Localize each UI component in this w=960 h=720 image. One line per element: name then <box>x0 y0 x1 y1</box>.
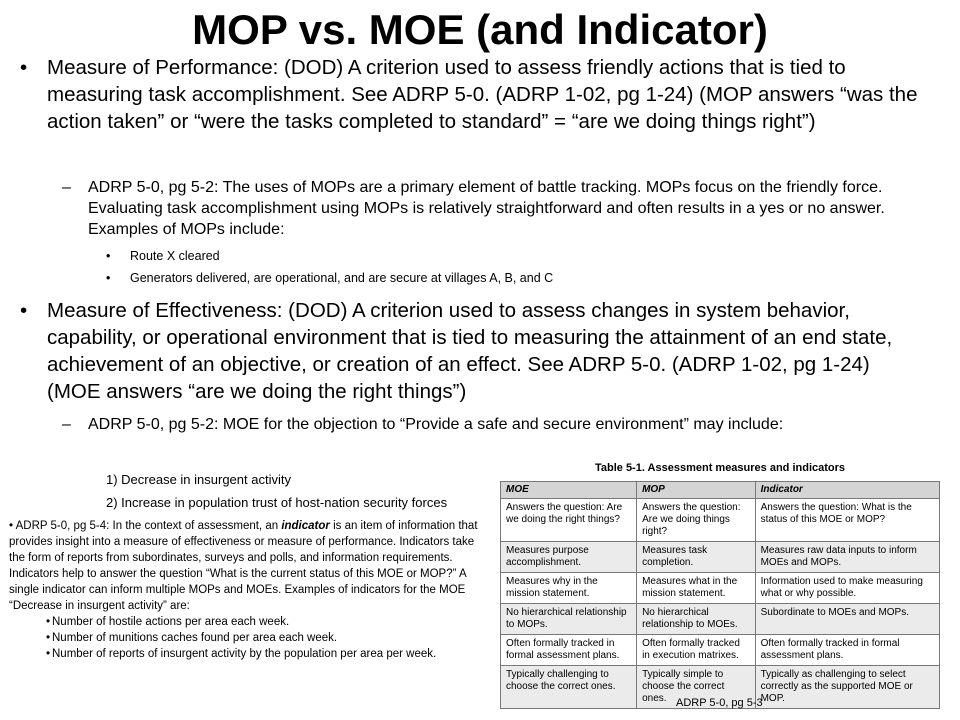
column-header-mop: MOP <box>637 482 756 499</box>
indicator-term: indicator <box>281 520 330 532</box>
mop-example-item <box>106 270 806 286</box>
table-cell: No hierarchical relationship to MOPs. <box>501 604 637 635</box>
table-cell: Measures purpose accomplishment. <box>501 542 637 573</box>
table-row <box>501 542 940 573</box>
indicator-lead: ADRP 5-0, pg 5-4: In the context of assessment, an <box>15 520 282 532</box>
table-title: Table 5-1. Assessment measures and indicators <box>594 462 846 474</box>
indicator-rest: is an item of information that provides insight into a measure of effectiveness or measure of performance. Indicators take the form of reports from subordinates, surveys and polls, and information requirements. Indicators help to answer the question “What is the current status of this MOE or MOP?” A single indicator can inform multiple MOPs and MOEs. Examples of indicators for the MOE “Decrease in insurgent activity” are: <box>9 520 478 612</box>
bullet-marker: • <box>106 249 111 263</box>
table-row <box>501 499 940 542</box>
sub-bullet-mop-uses <box>62 177 942 240</box>
sub-bullet-moe-example <box>62 414 942 435</box>
indicator-note <box>9 518 489 662</box>
bullet-text: Measure of Effectiveness: (DOD) A criterion used to assess changes in system behavior, capability, or operational environment that is tied to measuring the attainment of an end state, achievement of an objective, or creation of an effect. See ADRP 5-0. (ADRP 1-02, pg 1-24) (MOE answers “are we doing the right things”) <box>47 299 893 403</box>
table-cell: No hierarchical relationship to MOEs. <box>637 604 756 635</box>
indicator-example-text: Number of munitions caches found per area each week. <box>52 632 338 644</box>
table-cell: Often formally tracked in formal assessment plans. <box>501 635 637 666</box>
sub-bullet-text: ADRP 5-0, pg 5-2: MOE for the objection to “Provide a safe and secure environment” may include: <box>88 416 784 433</box>
bullet-marker: • <box>9 520 14 532</box>
bullet-marker: • <box>46 616 51 628</box>
table-row <box>501 635 940 666</box>
table-cell: Answers the question: Are we doing things right? <box>637 499 756 542</box>
indicator-example-item <box>46 646 489 662</box>
table-cell: Information used to make measuring what or why possible. <box>755 573 939 604</box>
mop-example-item <box>106 248 806 264</box>
moe-example-item: 1) Decrease in insurgent activity <box>106 472 291 487</box>
bullet-marker: • <box>20 56 28 79</box>
bullet-marker: • <box>46 632 51 644</box>
dash-marker: – <box>62 416 71 433</box>
sub-bullet-text: ADRP 5-0, pg 5-2: The uses of MOPs are a primary element of battle tracking. MOPs focus on the friendly force. Evaluating task accomplishment using MOPs is relatively straightforward and often results in a yes or no answer. Examples of MOPs include: <box>88 179 885 238</box>
table-cell: Typically simple to choose the correct ones. <box>637 666 756 709</box>
indicator-example-item <box>46 614 489 630</box>
mop-example-text: Generators delivered, are operational, and are secure at villages A, B, and C <box>130 271 554 285</box>
column-header-moe: MOE <box>501 482 637 499</box>
table-cell: Measures what in the mission statement. <box>637 573 756 604</box>
indicator-example-text: Number of hostile actions per area each week. <box>52 616 290 628</box>
moe-example-item: 2) Increase in population trust of host-nation security forces <box>106 495 448 510</box>
table-cell: Measures raw data inputs to inform MOEs and MOPs. <box>755 542 939 573</box>
bullet-text: Measure of Performance: (DOD) A criterion used to assess friendly actions that is tied to measuring task accomplishment. See ADRP 5-0. (ADRP 1-02, pg 1-24) (MOP answers “was the action taken” or “were the tasks completed to standard” = “are we doing things right”) <box>47 56 918 133</box>
bullet-mop-definition <box>20 54 920 135</box>
table-cell: Typically as challenging to select correctly as the supported MOE or MOP. <box>755 666 939 709</box>
bullet-marker: • <box>20 299 28 322</box>
assessment-table <box>500 481 940 709</box>
dash-marker: – <box>62 179 71 196</box>
table-cell: Answers the question: What is the status of this MOE or MOP? <box>755 499 939 542</box>
slide-title: MOP vs. MOE (and Indicator) <box>192 6 768 53</box>
mop-example-text: Route X cleared <box>130 249 220 263</box>
table-cell: Measures task completion. <box>637 542 756 573</box>
bullet-marker: • <box>106 271 111 285</box>
table-cell: Often formally tracked in execution matrixes. <box>637 635 756 666</box>
table-cell: Measures why in the mission statement. <box>501 573 637 604</box>
bullet-moe-definition <box>20 297 920 405</box>
table-source-citation: ADRP 5-0, pg 5-3 <box>676 697 763 709</box>
table-row <box>501 604 940 635</box>
indicator-example-list <box>9 614 489 662</box>
table-row <box>501 573 940 604</box>
table-cell: Often formally tracked in formal assessment plans. <box>755 635 939 666</box>
table-cell: Subordinate to MOEs and MOPs. <box>755 604 939 635</box>
table-cell: Answers the question: Are we doing the right things? <box>501 499 637 542</box>
indicator-paragraph <box>9 518 489 614</box>
table-cell: Typically challenging to choose the correct ones. <box>501 666 637 709</box>
bullet-marker: • <box>46 648 51 660</box>
indicator-example-text: Number of reports of insurgent activity by the population per area per week. <box>52 648 437 660</box>
indicator-example-item <box>46 630 489 646</box>
table-header-row <box>501 482 940 499</box>
column-header-indicator: Indicator <box>755 482 939 499</box>
